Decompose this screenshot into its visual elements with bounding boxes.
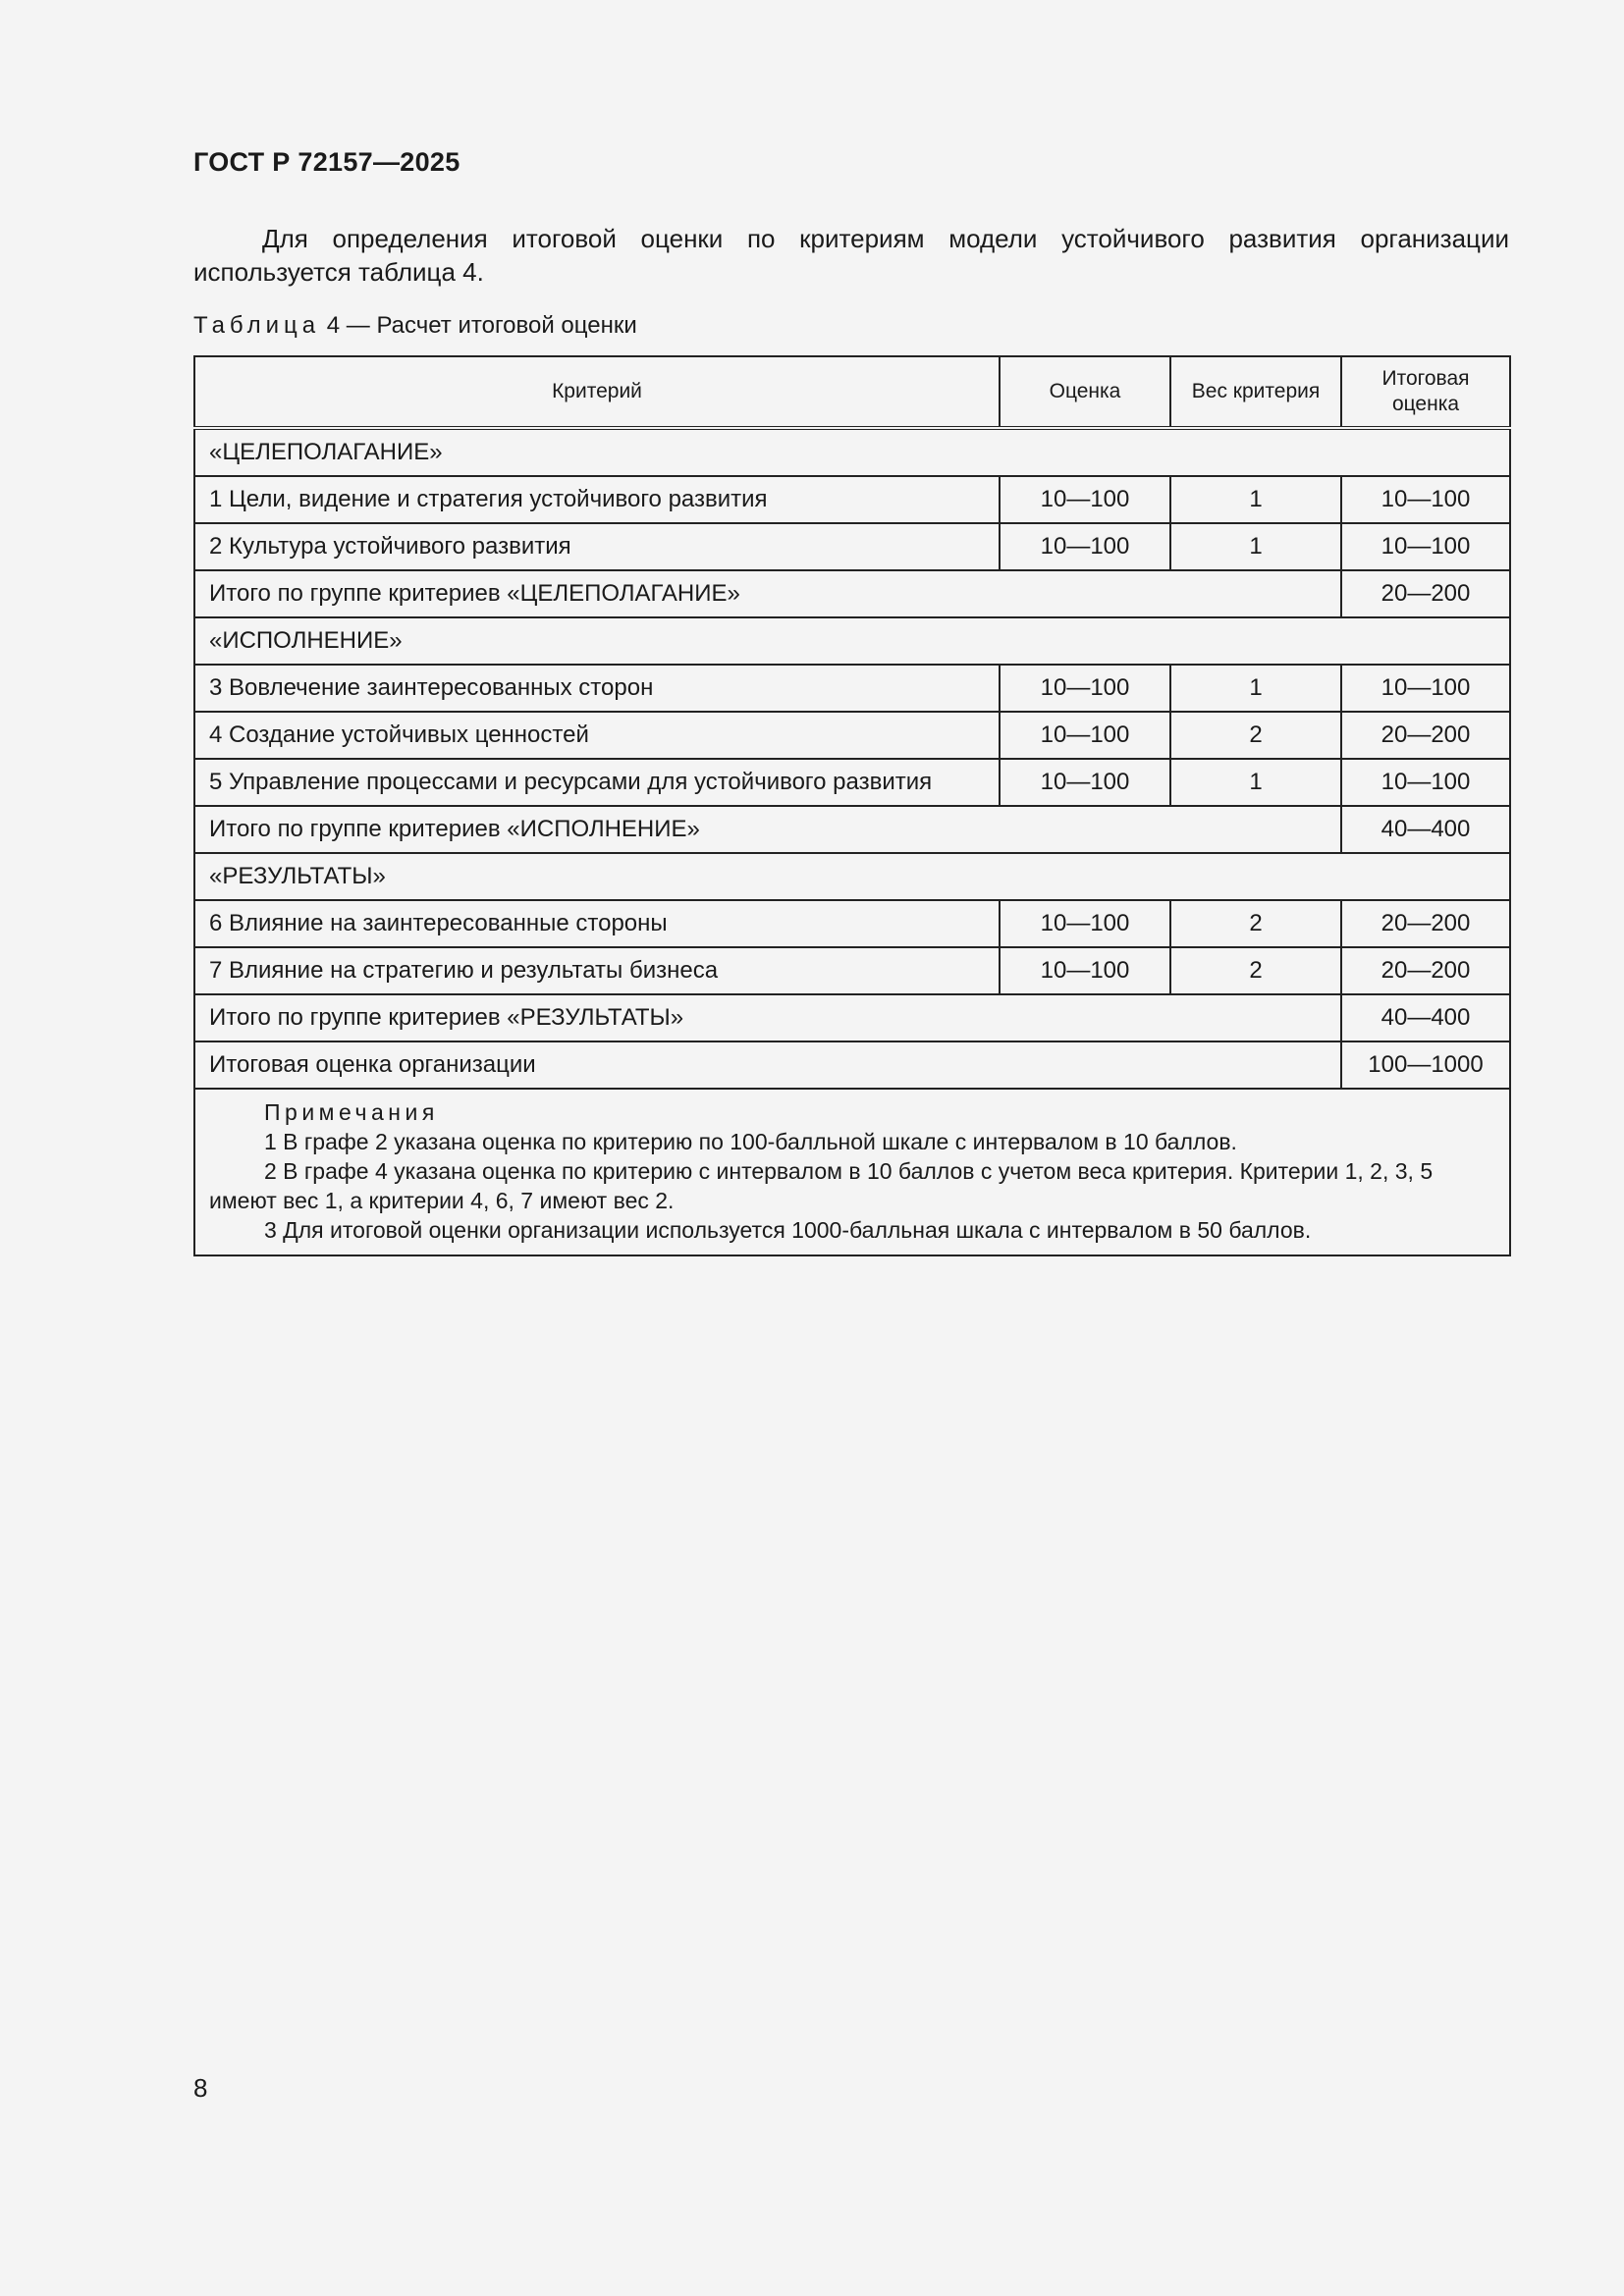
weight-cell: 2	[1170, 947, 1341, 994]
table-caption-title: 4 — Расчет итоговой оценки	[320, 312, 637, 339]
subtotal-value: 40—400	[1341, 806, 1510, 853]
weight-cell: 1	[1170, 665, 1341, 712]
subtotal-value: 20—200	[1341, 570, 1510, 617]
final-score-cell: 20—200	[1341, 947, 1510, 994]
weight-cell: 1	[1170, 476, 1341, 523]
column-header-score: Оценка	[1000, 356, 1170, 428]
group-title: «РЕЗУЛЬТАТЫ»	[194, 853, 1510, 900]
score-cell: 10—100	[1000, 712, 1170, 759]
group-title-row	[194, 617, 1510, 665]
note-item: 3 Для итоговой оценки организации используется 1000-балльная шкала с интервалом в 50 баллов.	[264, 1217, 1312, 1243]
table-caption	[193, 312, 637, 340]
group-title-row	[194, 853, 1510, 900]
final-score-cell: 20—200	[1341, 900, 1510, 947]
table-row	[194, 523, 1510, 570]
group-title-row	[194, 428, 1510, 476]
final-score-cell: 20—200	[1341, 712, 1510, 759]
final-score-cell: 10—100	[1341, 523, 1510, 570]
final-score-cell: 10—100	[1341, 759, 1510, 806]
score-cell: 10—100	[1000, 523, 1170, 570]
score-table	[193, 355, 1511, 1256]
score-cell: 10—100	[1000, 947, 1170, 994]
group-title: «ЦЕЛЕПОЛАГАНИЕ»	[194, 428, 1510, 476]
subtotal-value: 40—400	[1341, 994, 1510, 1041]
score-cell: 10—100	[1000, 665, 1170, 712]
total-row	[194, 1041, 1510, 1089]
weight-cell: 1	[1170, 759, 1341, 806]
notes-row	[194, 1089, 1510, 1255]
weight-cell: 1	[1170, 523, 1341, 570]
score-cell: 10—100	[1000, 900, 1170, 947]
table-row	[194, 947, 1510, 994]
document-code: ГОСТ Р 72157—2025	[193, 147, 460, 177]
total-label: Итоговая оценка организации	[194, 1041, 1341, 1089]
note-item: 1 В графе 2 указана оценка по критерию по 100-балльной шкале с интервалом в 10 баллов.	[264, 1129, 1237, 1154]
table-row	[194, 712, 1510, 759]
table-row	[194, 759, 1510, 806]
subtotal-label: Итого по группе критериев «ЦЕЛЕПОЛАГАНИЕ»	[194, 570, 1341, 617]
final-score-cell: 10—100	[1341, 665, 1510, 712]
total-value: 100—1000	[1341, 1041, 1510, 1089]
page-number: 8	[193, 2073, 208, 2103]
column-header-final-score: Итоговая оценка	[1341, 356, 1510, 428]
table-row	[194, 476, 1510, 523]
criterion-cell: 5 Управление процессами и ресурсами для устойчивого развития	[194, 759, 1000, 806]
subtotal-label: Итого по группе критериев «РЕЗУЛЬТАТЫ»	[194, 994, 1341, 1041]
score-cell: 10—100	[1000, 759, 1170, 806]
table-row	[194, 900, 1510, 947]
criterion-cell: 4 Создание устойчивых ценностей	[194, 712, 1000, 759]
table-row	[194, 665, 1510, 712]
notes-heading: Примечания	[264, 1099, 439, 1125]
table-header-row	[194, 356, 1510, 428]
group-title: «ИСПОЛНЕНИЕ»	[194, 617, 1510, 665]
criterion-cell: 7 Влияние на стратегию и результаты бизнеса	[194, 947, 1000, 994]
table-caption-prefix: Таблица	[193, 312, 321, 339]
note-item: 2 В графе 4 указана оценка по критерию с интервалом в 10 баллов с учетом веса критерия. Критерии 1, 2, 3, 5 имеют вес 1, а критерии 4, 6, 7 имеют вес 2.	[209, 1158, 1434, 1213]
column-header-criterion: Критерий	[194, 356, 1000, 428]
criterion-cell: 3 Вовлечение заинтересованных сторон	[194, 665, 1000, 712]
criterion-cell: 1 Цели, видение и стратегия устойчивого развития	[194, 476, 1000, 523]
score-cell: 10—100	[1000, 476, 1170, 523]
criterion-cell: 2 Культура устойчивого развития	[194, 523, 1000, 570]
notes-cell	[194, 1089, 1510, 1255]
subtotal-row	[194, 806, 1510, 853]
intro-paragraph: Для определения итоговой оценки по критериям модели устойчивого развития организации используется таблица 4.	[193, 224, 1509, 287]
subtotal-row	[194, 994, 1510, 1041]
subtotal-label: Итого по группе критериев «ИСПОЛНЕНИЕ»	[194, 806, 1341, 853]
criterion-cell: 6 Влияние на заинтересованные стороны	[194, 900, 1000, 947]
column-header-weight: Вес критерия	[1170, 356, 1341, 428]
subtotal-row	[194, 570, 1510, 617]
weight-cell: 2	[1170, 712, 1341, 759]
final-score-cell: 10—100	[1341, 476, 1510, 523]
weight-cell: 2	[1170, 900, 1341, 947]
